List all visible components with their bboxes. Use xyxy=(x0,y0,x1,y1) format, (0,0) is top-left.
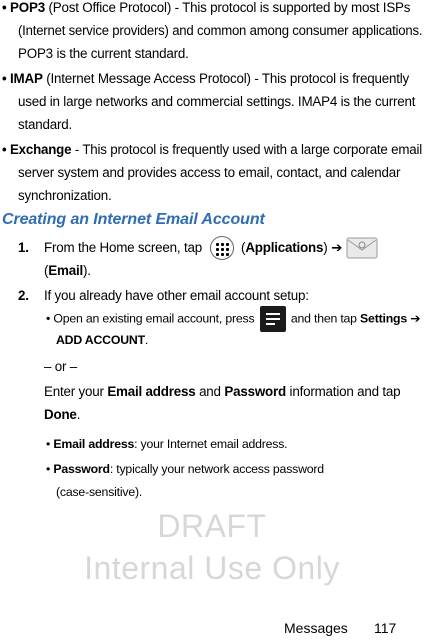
field-password-line-2: (case-sensitive). xyxy=(56,485,143,499)
email-icon xyxy=(346,237,378,259)
section-heading: Creating an Internet Email Account xyxy=(2,211,265,228)
settings-label: Settings xyxy=(360,311,407,326)
step-1-line-2: (Email). xyxy=(44,263,91,278)
add-account-label: ADD ACCOUNT xyxy=(56,333,145,347)
menu-key-icon xyxy=(260,306,286,332)
bullet-line: (Internet service providers) and common among consumer applications. xyxy=(18,23,423,38)
apps-icon xyxy=(210,236,234,260)
bullet-line: synchronization. xyxy=(18,188,112,203)
bullet-line: • POP3 (Post Office Protocol) - This protocol is supported by most ISPs xyxy=(2,0,411,15)
bullet-line: used in large networks and commercial settings. IMAP4 is the current xyxy=(18,94,416,109)
term-imap: IMAP xyxy=(10,71,43,86)
arrow-icon: ➔ xyxy=(331,240,343,255)
or-separator: – or – xyxy=(44,359,78,374)
footer-section: Messages xyxy=(284,620,348,636)
done-label: Done xyxy=(44,407,77,422)
step-2-text: If you already have other email account setup: xyxy=(44,288,309,303)
watermark-internal: Internal Use Only xyxy=(84,550,340,586)
page-number: 117 xyxy=(374,620,397,636)
applications-label: Applications xyxy=(245,240,324,255)
bullet-line: • Exchange - This protocol is frequently used with a large corporate email xyxy=(2,142,422,157)
field-password: • Password: typically your network access password xyxy=(46,462,324,476)
watermark-draft: DRAFT xyxy=(157,508,267,544)
enter-line-1: Enter your Email address and Password information and tap xyxy=(44,384,401,399)
bullet-line: server system and provides access to email, contact, and calendar xyxy=(18,165,401,180)
step-2-sub-bullet: • Open an existing email account, press and then tap Settings ➔ xyxy=(46,306,420,332)
bullet-line: • IMAP (Internet Message Access Protocol) - This protocol is frequently xyxy=(2,71,410,86)
arrow-icon: ➔ xyxy=(410,311,421,326)
term-exchange: Exchange xyxy=(9,142,72,157)
bullet-line: standard. xyxy=(18,117,73,132)
term-pop3: POP3 xyxy=(10,0,45,15)
field-email-address: • Email address: your Internet email address. xyxy=(46,437,288,451)
add-account-line: ADD ACCOUNT. xyxy=(56,333,149,347)
email-label: Email xyxy=(48,263,83,278)
step-1-line-1: From the Home screen, tap (Applications) ➔ xyxy=(44,236,378,260)
step-number: 2. xyxy=(18,288,29,303)
step-number: 1. xyxy=(18,240,29,255)
bullet-line: POP3 is the current standard. xyxy=(18,46,189,61)
enter-line-2: Done. xyxy=(44,407,81,422)
